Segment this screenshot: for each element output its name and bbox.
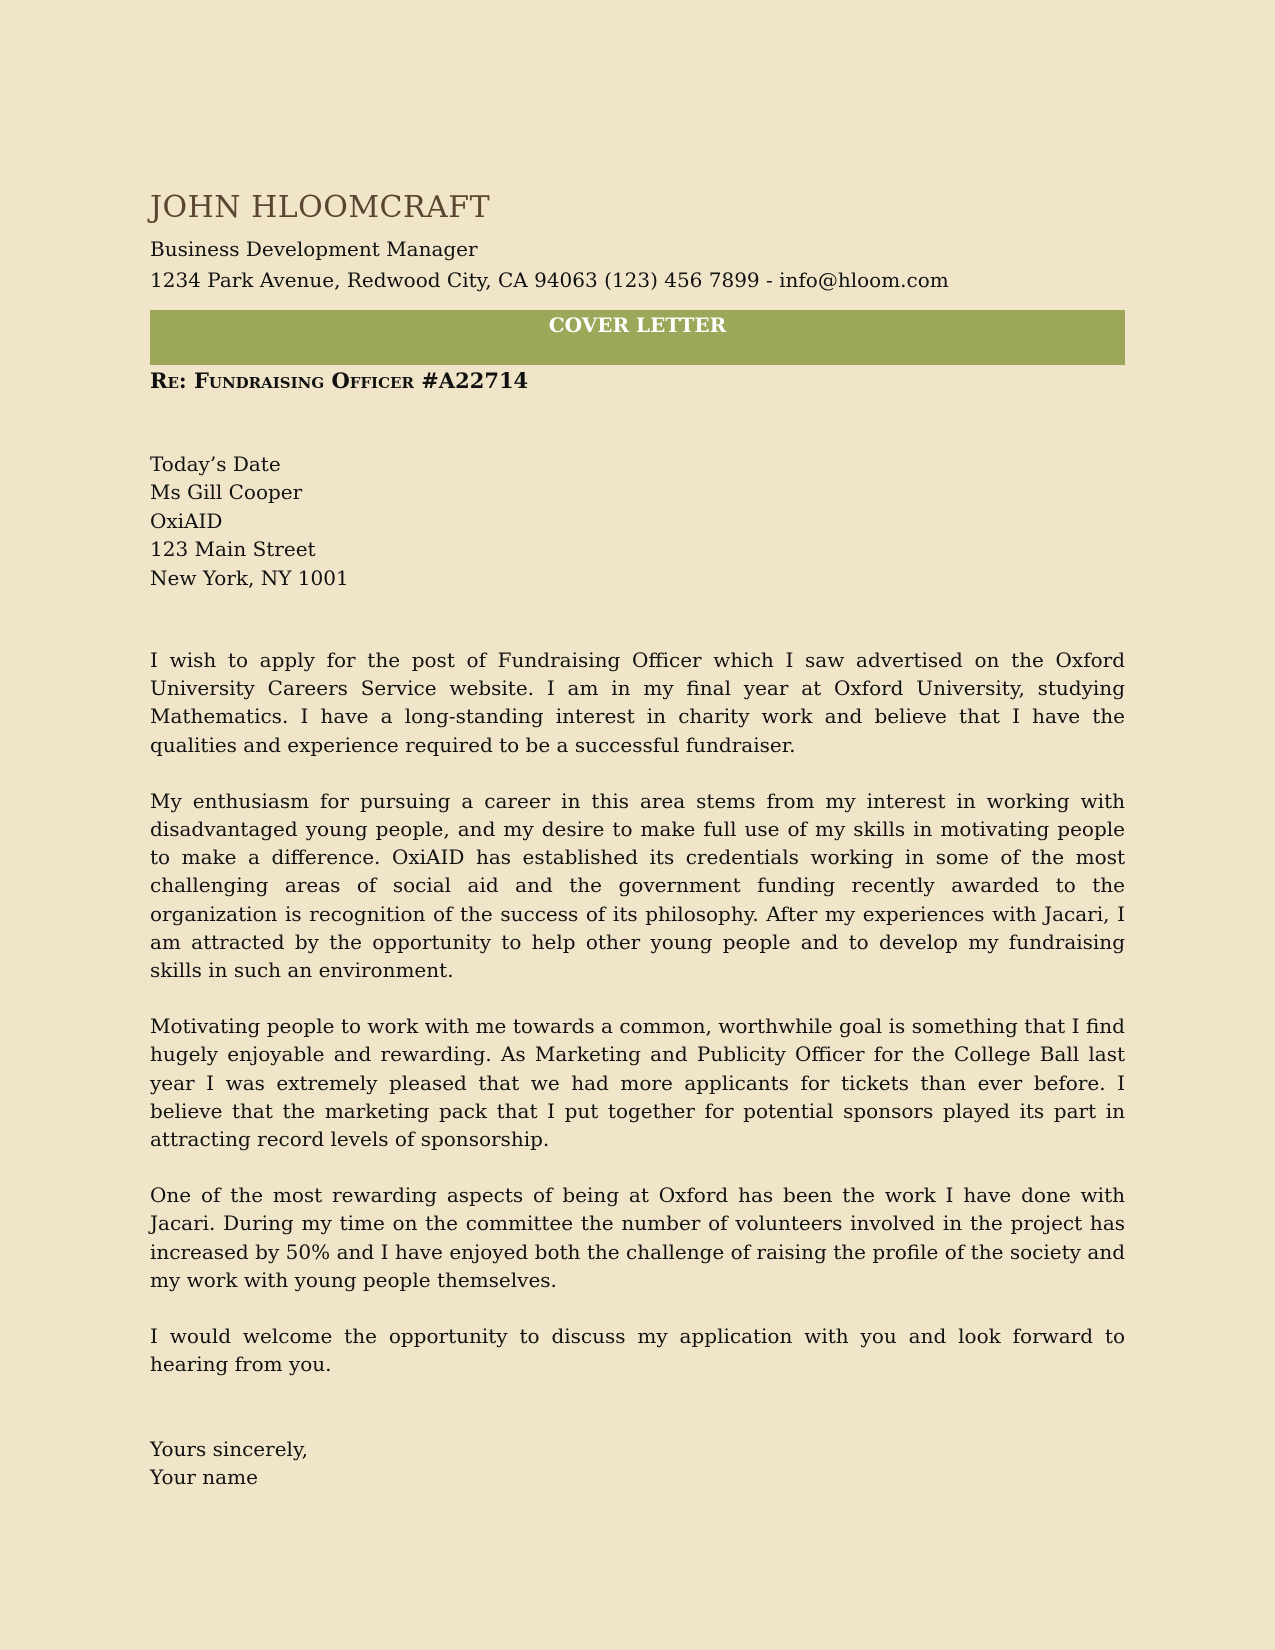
- applicant-title: Business Development Manager: [150, 237, 478, 261]
- letter-body: [150, 646, 1125, 1378]
- recipient-street: 123 Main Street: [150, 537, 316, 562]
- closing-salutation: Yours sincerely,: [150, 1436, 308, 1461]
- recipient-company: OxiAID: [150, 508, 223, 533]
- body-paragraph: One of the most rewarding aspects of being at Oxford has been the work I have done with Jacari. During my time on the committee the number of volunteers involved in the project has increased by 50% and I have enjoyed both the challenge of raising the profile of the society and my work with young people themselves.: [150, 1183, 1125, 1292]
- applicant-name: JOHN HLOOMCRAFT: [150, 190, 491, 225]
- letter-closing: [150, 1435, 1125, 1492]
- body-paragraph: I would welcome the opportunity to discuss my application with you and look forward to hearing from you.: [150, 1324, 1125, 1377]
- body-paragraph: Motivating people to work with me towards a common, worthwhile goal is something that I find hugely enjoyable and rewarding. As Marketing and Publicity Officer for the College Ball last year I was extremely pleased that we had more applicants for tickets than ever before. I believe that the marketing pack that I put together for potential sponsors played its part in attracting record levels of sponsorship.: [150, 1014, 1125, 1152]
- applicant-contact: 1234 Park Avenue, Redwood City, CA 94063 (123) 456 7899 - info@hloom.com: [150, 268, 949, 292]
- letter-date: Today’s Date: [150, 452, 281, 476]
- banner-label: COVER LETTER: [548, 313, 727, 337]
- closing-signature: Your name: [150, 1464, 258, 1489]
- body-paragraph: I wish to apply for the post of Fundraising Officer which I saw advertised on the Oxford University Careers Service website. I am in my final year at Oxford University, studying Mathematics. I have a long-standing interest in charity work and believe that I have the qualities and experience required to be a successful fundraiser.: [150, 648, 1125, 757]
- recipient-city: New York, NY 1001: [150, 565, 349, 590]
- cover-letter-page: [150, 190, 1125, 1491]
- recipient-name: Ms Gill Cooper: [150, 480, 303, 505]
- reference-line: Re: Fundraising Officer #A22714: [150, 368, 529, 393]
- recipient-address: [150, 450, 1125, 592]
- body-paragraph: My enthusiasm for pursuing a career in this area stems from my interest in working with disadvantaged young people, and my desire to make full use of my skills in motivating people to make a difference. OxiAID has established its credentials working in some of the most challenging areas of social aid and the government funding recently awarded to the organization is recognition of the success of its philosophy. After my experiences with Jacari, I am attracted by the opportunity to help other young people and to develop my fundraising skills in such an environment.: [150, 788, 1125, 983]
- cover-letter-banner: [150, 310, 1125, 365]
